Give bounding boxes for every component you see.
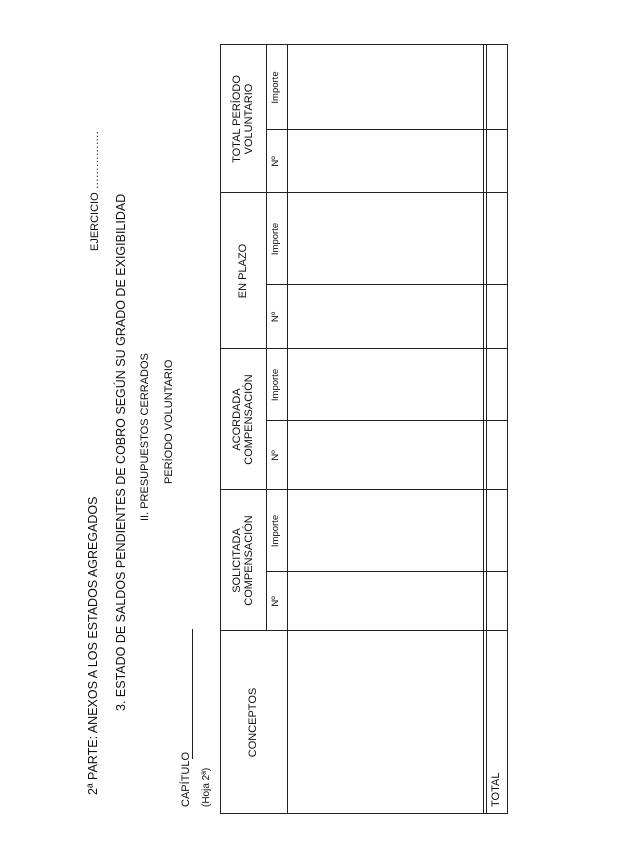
importe-header-total: Importe — [270, 71, 282, 104]
importe-header-en-plazo: Importe — [270, 222, 282, 256]
hoja-label: (Hoja 2ª) — [201, 767, 212, 807]
num-header-en-plazo: Nº — [270, 311, 282, 323]
total-label: TOTAL — [490, 772, 502, 807]
capitulo-label: CAPÍTULO — [180, 751, 192, 807]
num-header-acordada: Nº — [270, 450, 282, 461]
importe-header-acordada: Importe — [270, 368, 282, 402]
group-total-header: TOTAL PERÍODO VOLUNTARIO — [230, 75, 255, 163]
group-en-plazo-header: EN PLAZO — [236, 243, 249, 299]
group-acordada-header: ACORDADA COMPENSACIÓN — [230, 374, 255, 465]
subtitle: II. PRESUPUESTOS CERRADOS — [139, 353, 151, 521]
conceptos-header: CONCEPTOS — [247, 687, 260, 758]
group-solicitada-header: SOLICITADA COMPENSACIÓN — [230, 515, 255, 606]
ejercicio-label: EJERCICIO ……………. — [89, 131, 101, 251]
importe-header-solicitada: Importe — [270, 514, 282, 548]
state-title: 3. ESTADO DE SALDOS PENDIENTES DE COBRO SEGÚN SU GRADO DE EXIGIBILIDAD — [114, 193, 128, 711]
part-title: 2ª PARTE: ANEXOS A LOS ESTADOS AGREGADOS — [86, 496, 100, 795]
num-header-total: Nº — [270, 156, 282, 167]
num-header-solicitada: Nº — [270, 596, 282, 607]
period-title: PERÍODO VOLUNTARIO — [163, 359, 175, 484]
capitulo-underline — [192, 629, 193, 759]
